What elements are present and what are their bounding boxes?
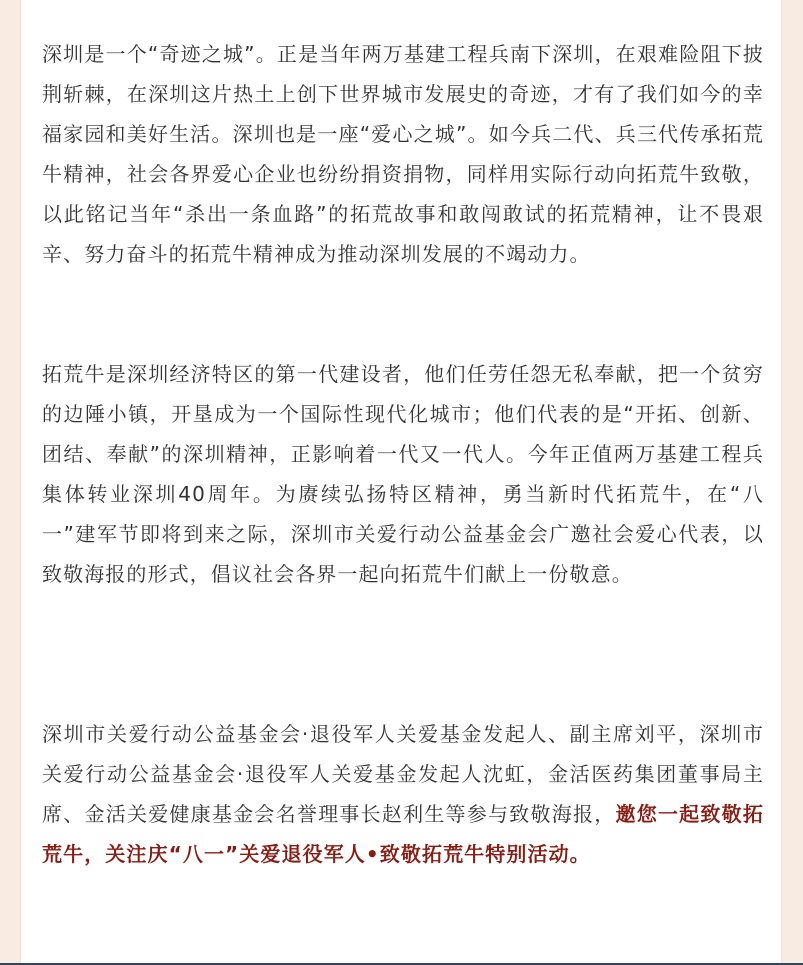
- article-paragraph-1: 深圳是一个“奇迹之城”。正是当年两万基建工程兵南下深圳，在艰难险阻下披荆斩棘，在深圳这片热土上创下世界城市发展史的奇迹，才有了我们如今的幸福家园和美好生活。深圳也是一座“爱心之城”。如今兵二代、兵三代传承拓荒牛精神，社会各界爱心企业也纷纷捐资捐物，同样用实际行动向拓荒牛致敬，以此铭记当年“杀出一条血路”的拓荒故事和敢闯敢试的拓荒精神，让不畏艰辛、努力奋斗的拓荒牛精神成为推动深圳发展的不竭动力。: [42, 42, 764, 266]
- article-card: [20, 0, 782, 963]
- highlighted-invitation: 邀您一起致敬拓荒牛，关注庆“八一”关爱退役军人•致敬拓荒牛特别活动。: [42, 802, 765, 866]
- paragraph-3-text: 深圳市关爱行动公益基金会·退役军人关爱基金发起人、副主席刘平，深圳市关爱行动公益基金会·退役军人关爱基金发起人沈虹，金活医药集团董事局主席、金活关爱健康基金会名誉理事长赵利生等参与致敬海报，: [42, 722, 764, 826]
- article-paragraph-2: 拓荒牛是深圳经济特区的第一代建设者，他们任劳任怨无私奉献，把一个贫穷的边陲小镇，开垦成为一个国际性现代化城市；他们代表的是“开拓、创新、团结、奉献”的深圳精神，正影响着一代又一代人。今年正值两万基建工程兵集体转业深圳40周年。为赓续弘扬特区精神，勇当新时代拓荒牛，在“八一”建军节即将到来之际，深圳市关爱行动公益基金会广邀社会爱心代表，以致敬海报的形式，倡议社会各界一起向拓荒牛们献上一份敬意。: [42, 362, 764, 586]
- article-paragraph-3: [42, 714, 764, 874]
